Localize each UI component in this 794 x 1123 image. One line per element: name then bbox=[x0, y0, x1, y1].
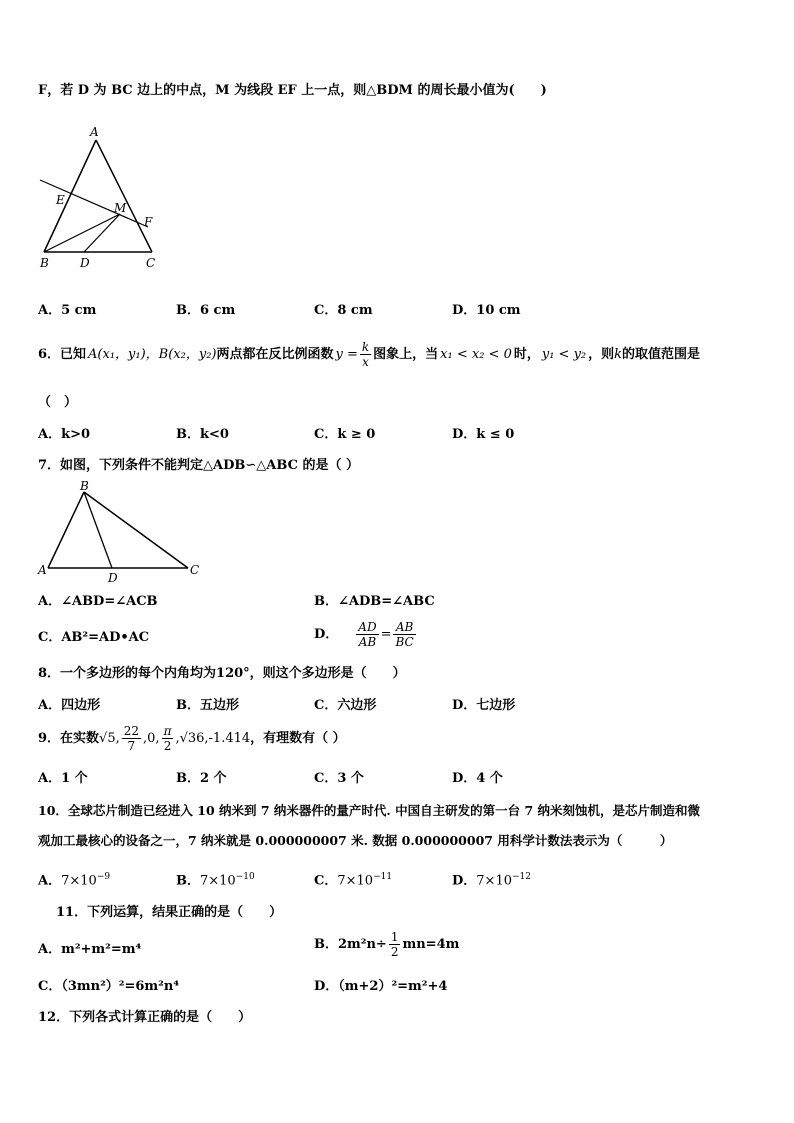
q7-option-d-eq: = bbox=[380, 626, 392, 642]
q9-option-a: A．1 个 bbox=[38, 771, 88, 786]
q9-pi-den: 2 bbox=[163, 739, 172, 753]
q10-option-b-exp: −10 bbox=[235, 872, 255, 882]
q10-option-b bbox=[176, 868, 255, 890]
q9-frac-den: 7 bbox=[127, 739, 136, 753]
q5-label-a: A bbox=[90, 125, 99, 139]
q7-label-a: A bbox=[38, 563, 47, 577]
q11-option-b-prefix: B．2m²n÷ bbox=[314, 936, 387, 952]
q9-stem bbox=[38, 724, 346, 753]
q6-func-den: x bbox=[362, 355, 369, 369]
q8-option-d: D．七边形 bbox=[452, 698, 516, 713]
q10-option-c-label: C． bbox=[314, 873, 338, 889]
q9-option-c: C．3 个 bbox=[314, 771, 364, 786]
q11-option-b-num: 1 bbox=[390, 930, 399, 944]
q10-option-c-exp: −11 bbox=[373, 872, 393, 882]
q8-stem: 8．一个多边形的每个内角均为120°，则这个多边形是（ ） bbox=[38, 666, 406, 681]
q7-figure bbox=[32, 478, 212, 586]
q7-option-c: C．AB²=AD•AC bbox=[38, 630, 150, 645]
q11-option-b-frac bbox=[389, 930, 401, 959]
q5-label-e: E bbox=[56, 193, 65, 207]
q6-paren: （ ） bbox=[38, 395, 78, 410]
q10-option-a bbox=[38, 868, 110, 890]
q10-option-d-value: 7×10 bbox=[476, 873, 512, 889]
q5-option-c: C．8 cm bbox=[314, 303, 373, 318]
q6-stem-mid2: 图象上，当 bbox=[373, 346, 439, 362]
q12-stem: 12．下列各式计算正确的是（ ） bbox=[38, 1010, 252, 1025]
q9-option-b: B．2 个 bbox=[176, 771, 227, 786]
q7-option-d-frac2 bbox=[393, 620, 415, 649]
q6-points: A(x₁，y₁)，B(x₂，y₂) bbox=[88, 346, 217, 362]
q6-stem-prefix: 6．已知 bbox=[38, 346, 87, 362]
q6-k-var: k bbox=[614, 346, 623, 362]
q9-sqrt5: √5, bbox=[99, 730, 120, 746]
q8-option-a: A．四边形 bbox=[38, 698, 101, 713]
q7-option-d-prefix: D． bbox=[314, 626, 339, 642]
q5-label-m: M bbox=[114, 201, 127, 215]
q9-rest: ,√36,-1.414 bbox=[175, 730, 251, 746]
q11-option-b bbox=[314, 930, 459, 959]
q11-option-c: C．（3mn²）²=6m²n⁴ bbox=[38, 979, 180, 994]
q5-option-d: D．10 cm bbox=[452, 303, 521, 318]
q6-func-lhs: y = bbox=[335, 346, 358, 362]
q7-label-d: D bbox=[108, 571, 118, 585]
q6-stem-mid3: 时， bbox=[513, 346, 540, 362]
q8-option-b: B．五边形 bbox=[176, 698, 239, 713]
q5-figure bbox=[30, 122, 170, 272]
q8-option-c: C．六边形 bbox=[314, 698, 377, 713]
q9-pi-num: π bbox=[163, 724, 172, 738]
q7-option-d-num2: AB bbox=[393, 620, 415, 635]
q10-line1: 10．全球芯片制造已经进入 10 纳米到 7 纳米器件的量产时代. 中国自主研发的第一台 7 纳米刻蚀机，是芯片制造和微 bbox=[38, 803, 701, 818]
q6-cond1: x₁ < x₂ < 0 bbox=[440, 346, 512, 362]
q5-label-c: C bbox=[146, 256, 156, 270]
q10-option-c-value: 7×10 bbox=[337, 873, 374, 889]
q5-option-a: A．5 cm bbox=[38, 303, 97, 318]
q5-label-d: D bbox=[80, 256, 90, 270]
q6-func-num: k bbox=[361, 340, 370, 354]
q7-option-d-den1: AB bbox=[358, 635, 377, 649]
q9-frac bbox=[122, 724, 141, 753]
q10-line2: 观加工最核心的设备之一，7 纳米就是 0.000000007 米. 数据 0.000000007 用科学计数法表示为（ ） bbox=[38, 833, 673, 848]
q5-stem: F，若 D 为 BC 边上的中点，M 为线段 EF 上一点，则△BDM 的周长最小值为( ) bbox=[38, 83, 547, 98]
q6-option-c: C．k ≥ 0 bbox=[314, 427, 376, 442]
q7-label-b: B bbox=[80, 479, 89, 493]
q9-stem-end: ，有理数有（ ） bbox=[250, 730, 346, 746]
q7-option-d-frac1 bbox=[356, 620, 378, 649]
q9-option-d: D．4 个 bbox=[452, 771, 503, 786]
q10-option-d bbox=[452, 868, 531, 890]
q7-option-a: A．∠ABD=∠ACB bbox=[38, 594, 158, 609]
q7-option-d-den2: BC bbox=[395, 635, 414, 649]
q10-option-a-exp: −9 bbox=[96, 872, 111, 882]
q6-cond2: y₁ < y₂ bbox=[541, 346, 587, 362]
q11-stem: 11．下列运算，结果正确的是（ ） bbox=[56, 905, 283, 920]
q7-option-b: B．∠ADB=∠ABC bbox=[314, 594, 435, 609]
q6-option-d: D．k ≤ 0 bbox=[452, 427, 515, 442]
q7-option-d bbox=[314, 620, 418, 649]
q10-option-a-label: A． bbox=[38, 873, 62, 889]
q9-stem-prefix: 9．在实数 bbox=[38, 730, 100, 746]
q5-label-f: F bbox=[144, 215, 153, 229]
q10-option-d-label: D． bbox=[452, 873, 477, 889]
q11-option-b-suffix: mn=4m bbox=[402, 936, 460, 952]
q10-option-b-label: B． bbox=[176, 873, 200, 889]
q6-option-a: A．k>0 bbox=[38, 427, 91, 442]
q5-option-b: B．6 cm bbox=[176, 303, 236, 318]
q10-option-c bbox=[314, 868, 392, 890]
q5-label-b: B bbox=[40, 256, 49, 270]
q6-option-b: B．k<0 bbox=[176, 427, 229, 442]
q7-option-d-num1: AD bbox=[358, 620, 377, 634]
q10-option-d-exp: −12 bbox=[512, 872, 531, 882]
q9-zero: ,0, bbox=[143, 730, 160, 746]
q6-stem-end2: 的取值范围是 bbox=[622, 346, 701, 362]
q6-stem-mid: 两点都在反比例函数 bbox=[216, 346, 334, 362]
q6-stem-end: ，则 bbox=[588, 346, 615, 362]
q6-func-fraction bbox=[360, 340, 371, 369]
q11-option-d: D．（m+2）²=m²+4 bbox=[314, 979, 448, 994]
q9-pi-frac bbox=[162, 724, 174, 753]
q9-frac-num: 22 bbox=[123, 724, 140, 738]
q7-stem: 7．如图，下列条件不能判定△ADB∽△ABC 的是（ ） bbox=[38, 458, 359, 473]
q7-label-c: C bbox=[190, 563, 200, 577]
q10-option-b-value: 7×10 bbox=[200, 873, 236, 889]
q6-stem bbox=[38, 340, 700, 369]
q11-option-b-den: 2 bbox=[390, 945, 399, 959]
q10-option-a-value: 7×10 bbox=[61, 873, 97, 889]
q11-option-a: A．m²+m²=m⁴ bbox=[38, 942, 142, 957]
